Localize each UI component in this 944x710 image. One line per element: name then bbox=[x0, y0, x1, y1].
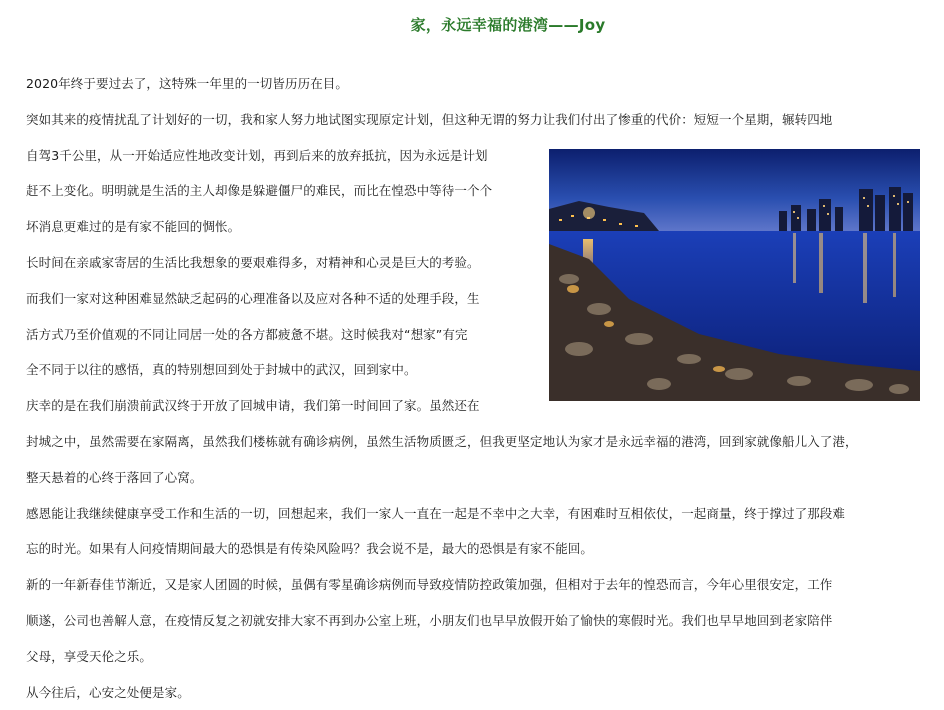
article-line: 封城之中，虽然需要在家隔离，虽然我们楼栋就有确诊病例，虽然生活物质匮乏，但我更坚定地认为家才是永远幸福的港湾，回到家就像船儿入了港， bbox=[26, 433, 858, 449]
article-line: 新的一年新春佳节渐近，又是家人团圆的时候，虽偶有零星确诊病例而导致疫情防控政策加强，但相对于去年的惶恐而言，今年心里很安定，工作 bbox=[26, 577, 833, 593]
article-line: 庆幸的是在我们崩溃前武汉终于开放了回城申请，我们第一时间回了家。虽然还在 bbox=[26, 398, 480, 414]
harbor-night-photo bbox=[549, 149, 920, 401]
article-line: 长时间在亲戚家寄居的生活比我想象的要艰难得多，对精神和心灵是巨大的考验。 bbox=[26, 254, 480, 270]
article-line: 活方式乃至价值观的不同让同居一处的各方都疲惫不堪。这时候我对“想家”有完 bbox=[26, 326, 468, 342]
article-line: 从今往后，心安之处便是家。 bbox=[26, 684, 190, 700]
article-line: 坏消息更难过的是有家不能回的惆怅。 bbox=[26, 219, 241, 235]
article-line: 自驾3千公里，从一开始适应性地改变计划，再到后来的放弃抵抗，因为永远是计划 bbox=[26, 147, 488, 163]
article-line: 顺遂，公司也善解人意，在疫情反复之初就安排大家不再到办公室上班，小朋友们也早早放假开始了愉快的寒假时光。我们也早早地回到老家陪伴 bbox=[26, 612, 833, 628]
article-line: 2020年终于要过去了，这特殊一年里的一切皆历历在目。 bbox=[26, 76, 349, 91]
article-line: 整天悬着的心终于落回了心窝。 bbox=[26, 469, 203, 485]
article-line: 而我们一家对这种困难显然缺乏起码的心理准备以及应对各种不适的处理手段，生 bbox=[26, 290, 480, 306]
harbor-night-illustration bbox=[549, 149, 920, 401]
article-line: 突如其来的疫情扰乱了计划好的一切，我和家人努力地试图实现原定计划，但这种无谓的努力让我们付出了惨重的代价：短短一个星期，辗转四地 bbox=[26, 111, 833, 127]
article-title: 家，永远幸福的港湾——Joy bbox=[410, 16, 606, 34]
article-line: 感恩能让我继续健康享受工作和生活的一切，回想起来，我们一家人一直在一起是不幸中之大幸，有困难时互相依仗，一起商量，终于撑过了那段难 bbox=[26, 505, 846, 521]
article-line: 赶不上变化。明明就是生活的主人却像是躲避僵尸的难民，而比在惶恐中等待一个个 bbox=[26, 183, 493, 199]
article-line: 全不同于以往的感悟，真的特别想回到处于封城中的武汉，回到家中。 bbox=[26, 362, 417, 378]
article-line: 父母，享受天伦之乐。 bbox=[26, 648, 153, 664]
article-line: 忘的时光。如果有人问疫情期间最大的恐惧是有传染风险吗？我会说不是，最大的恐惧是有家不能回。 bbox=[26, 541, 594, 557]
